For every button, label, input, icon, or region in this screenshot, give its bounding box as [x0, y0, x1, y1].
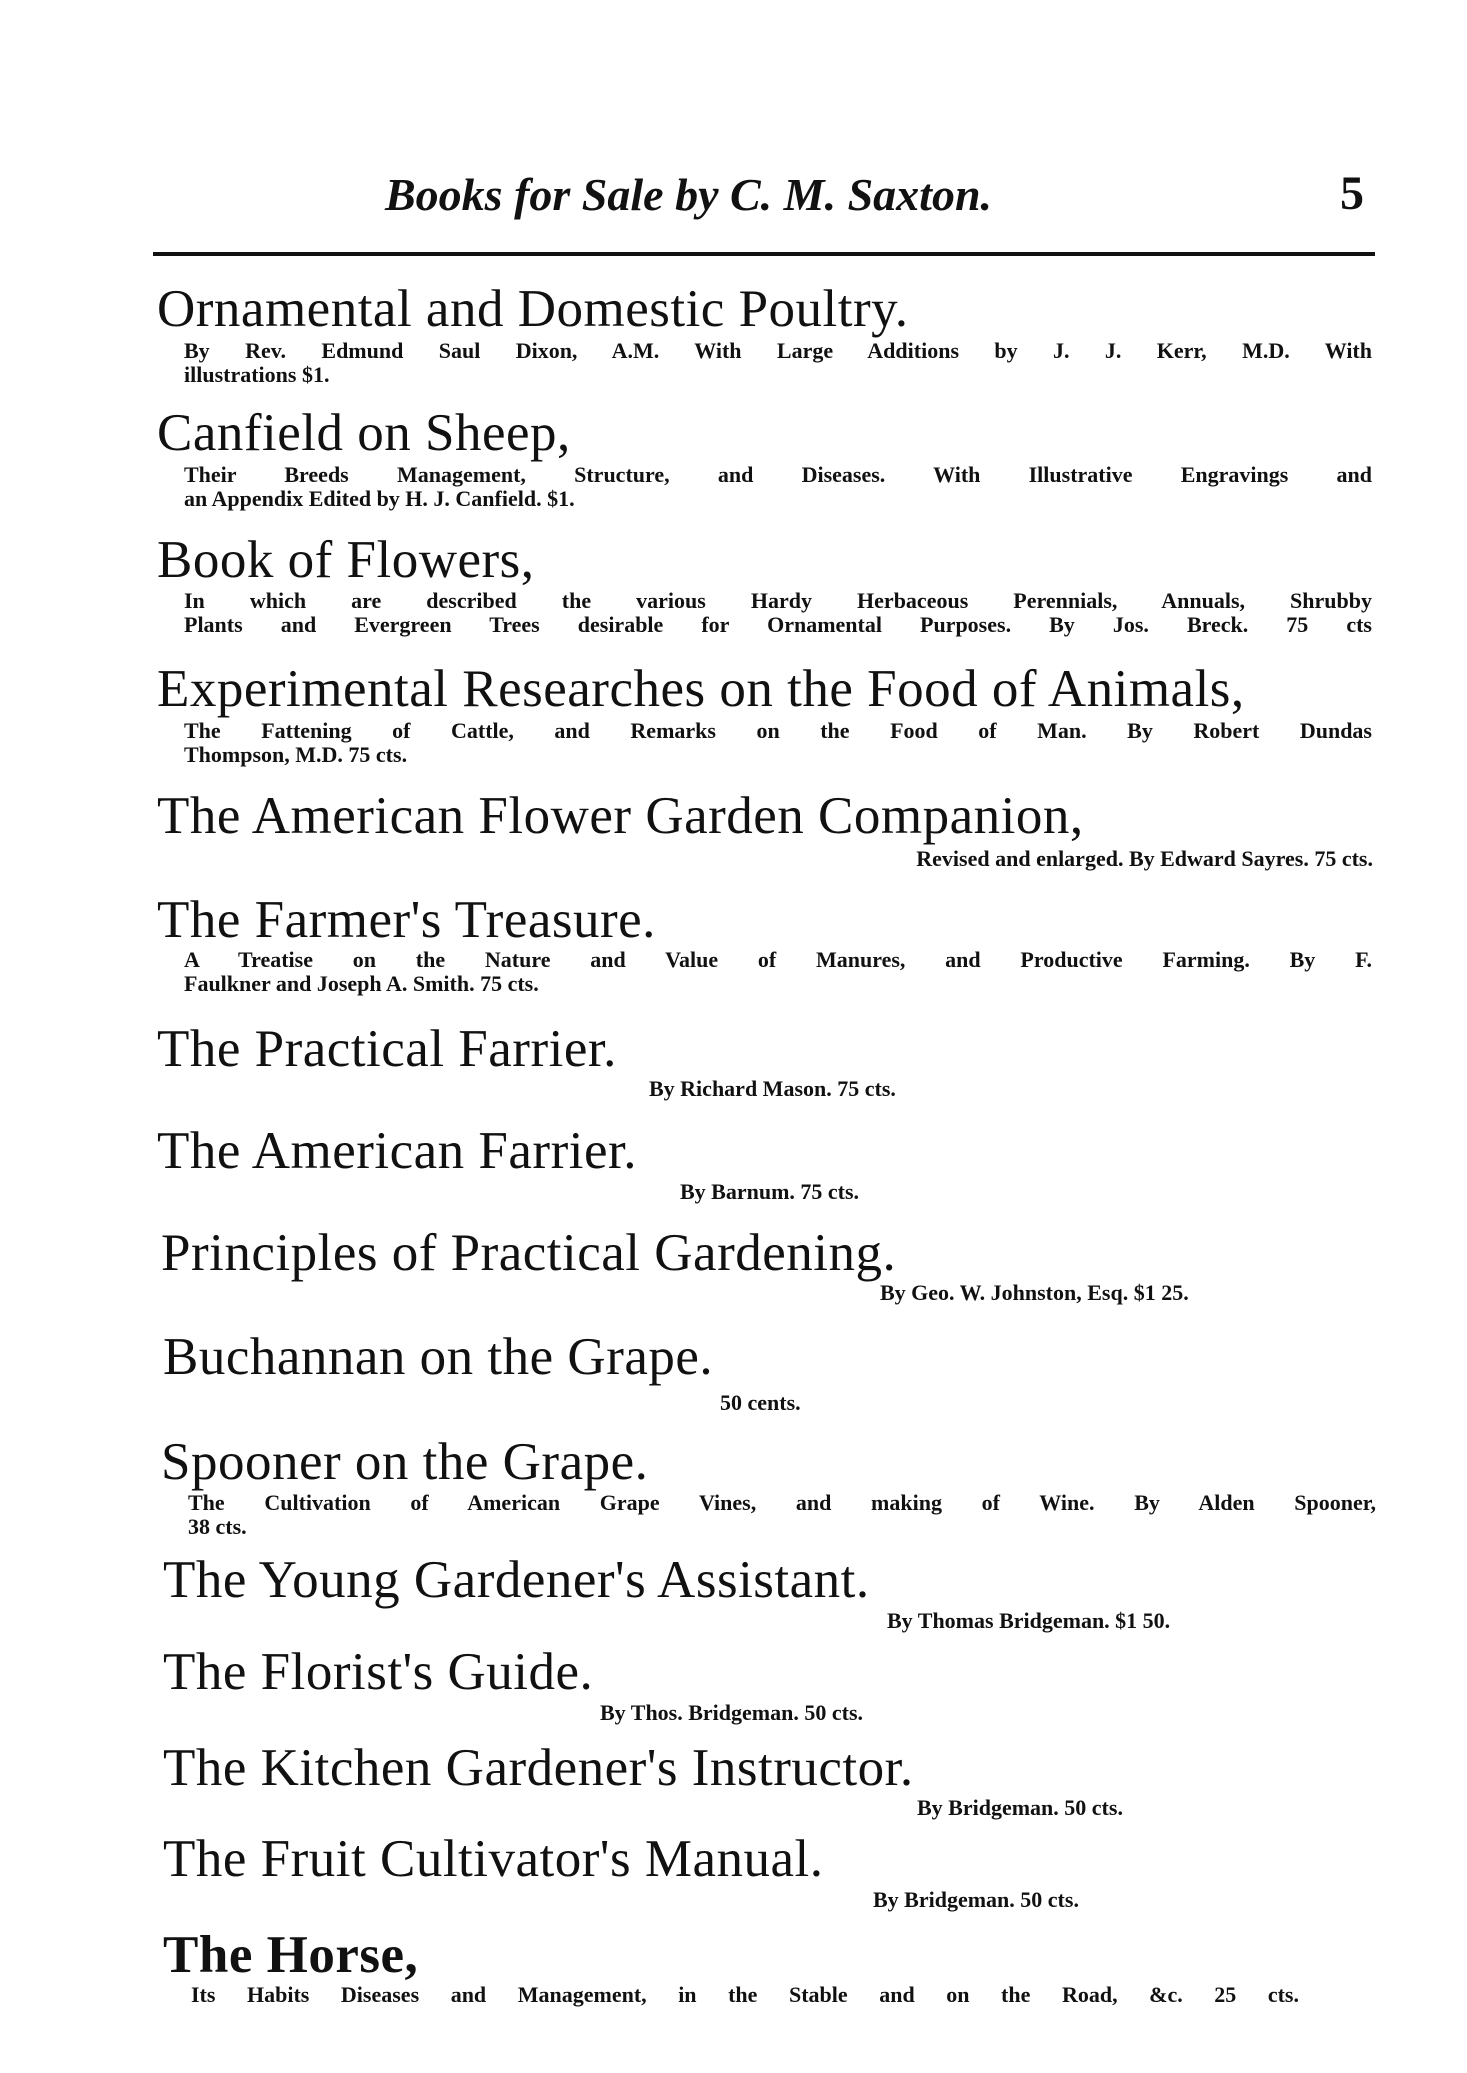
book-description	[184, 719, 1372, 767]
book-title: Book of Flowers,	[157, 531, 535, 589]
book-title: The Horse,	[163, 1926, 419, 1984]
book-description	[887, 1609, 1170, 1633]
desc-line: By Bridgeman. 50 cts.	[917, 1795, 1123, 1820]
book-description	[880, 1281, 1189, 1305]
desc-line: Their Breeds Management, Structure, and Diseases. With Illustrative Engravings and	[184, 462, 1372, 487]
book-title: Spooner on the Grape.	[161, 1433, 649, 1491]
book-title: The Practical Farrier.	[157, 1020, 617, 1078]
book-description	[184, 339, 1372, 387]
desc-line: Faulkner and Joseph A. Smith. 75 cts.	[184, 971, 539, 996]
book-title: The Young Gardener's Assistant.	[163, 1551, 870, 1609]
book-description	[184, 589, 1372, 637]
book-description	[649, 1077, 896, 1101]
desc-line: In which are described the various Hardy Herbaceous Perennials, Annuals, Shrubby	[184, 588, 1372, 613]
desc-line: Revised and enlarged. By Edward Sayres. 75 cts.	[916, 846, 1373, 871]
book-title: Experimental Researches on the Food of Animals,	[157, 660, 1245, 718]
desc-line: A Treatise on the Nature and Value of Manures, and Productive Farming. By F.	[184, 947, 1372, 972]
desc-line: By Bridgeman. 50 cts.	[873, 1887, 1079, 1912]
desc-line: illustrations $1.	[184, 362, 330, 387]
desc-line: Its Habits Diseases and Management, in the Stable and on the Road, &c. 25 cts.	[191, 1982, 1299, 2007]
book-description	[916, 847, 1373, 871]
desc-line: The Cultivation of American Grape Vines, and making of Wine. By Alden Spooner,	[188, 1490, 1376, 1515]
desc-line: Plants and Evergreen Trees desirable for Ornamental Purposes. By Jos. Breck. 75 cts	[184, 612, 1372, 637]
book-title: Buchannan on the Grape.	[163, 1328, 714, 1386]
desc-line: By Rev. Edmund Saul Dixon, A.M. With Large Additions by J. J. Kerr, M.D. With	[184, 338, 1372, 363]
desc-line: 50 cents.	[720, 1390, 801, 1415]
desc-line: By Thomas Bridgeman. $1 50.	[887, 1608, 1171, 1633]
book-description	[917, 1796, 1123, 1820]
book-description	[600, 1701, 863, 1725]
book-title: The American Farrier.	[157, 1122, 637, 1180]
book-description	[680, 1180, 859, 1204]
book-title: Ornamental and Domestic Poultry.	[157, 280, 909, 338]
page-number: 5	[1340, 167, 1364, 220]
book-description	[191, 1983, 1299, 2007]
desc-line: Thompson, M.D. 75 cts.	[184, 742, 408, 767]
book-title: The Florist's Guide.	[163, 1643, 594, 1701]
book-title: The American Flower Garden Companion,	[157, 787, 1084, 845]
book-title: The Fruit Cultivator's Manual.	[163, 1830, 824, 1888]
desc-line: 38 cts.	[188, 1514, 247, 1539]
running-header-title: Books for Sale by C. M. Saxton.	[385, 169, 993, 220]
desc-line: an Appendix Edited by H. J. Canfield. $1.	[184, 486, 575, 511]
book-description	[873, 1888, 1079, 1912]
book-description	[184, 948, 1372, 996]
book-title: The Farmer's Treasure.	[157, 891, 656, 949]
desc-line: By Thos. Bridgeman. 50 cts.	[600, 1700, 864, 1725]
book-description	[184, 463, 1372, 511]
desc-line: The Fattening of Cattle, and Remarks on the Food of Man. By Robert Dundas	[184, 718, 1372, 743]
book-description	[720, 1391, 801, 1415]
header-rule	[153, 252, 1375, 256]
book-title: Principles of Practical Gardening.	[161, 1224, 897, 1282]
desc-line: By Barnum. 75 cts.	[680, 1179, 860, 1204]
book-title: The Kitchen Gardener's Instructor.	[163, 1739, 914, 1797]
book-description	[188, 1491, 1376, 1539]
desc-line: By Geo. W. Johnston, Esq. $1 25.	[880, 1280, 1189, 1305]
book-title: Canfield on Sheep,	[157, 404, 571, 462]
desc-line: By Richard Mason. 75 cts.	[649, 1076, 896, 1101]
